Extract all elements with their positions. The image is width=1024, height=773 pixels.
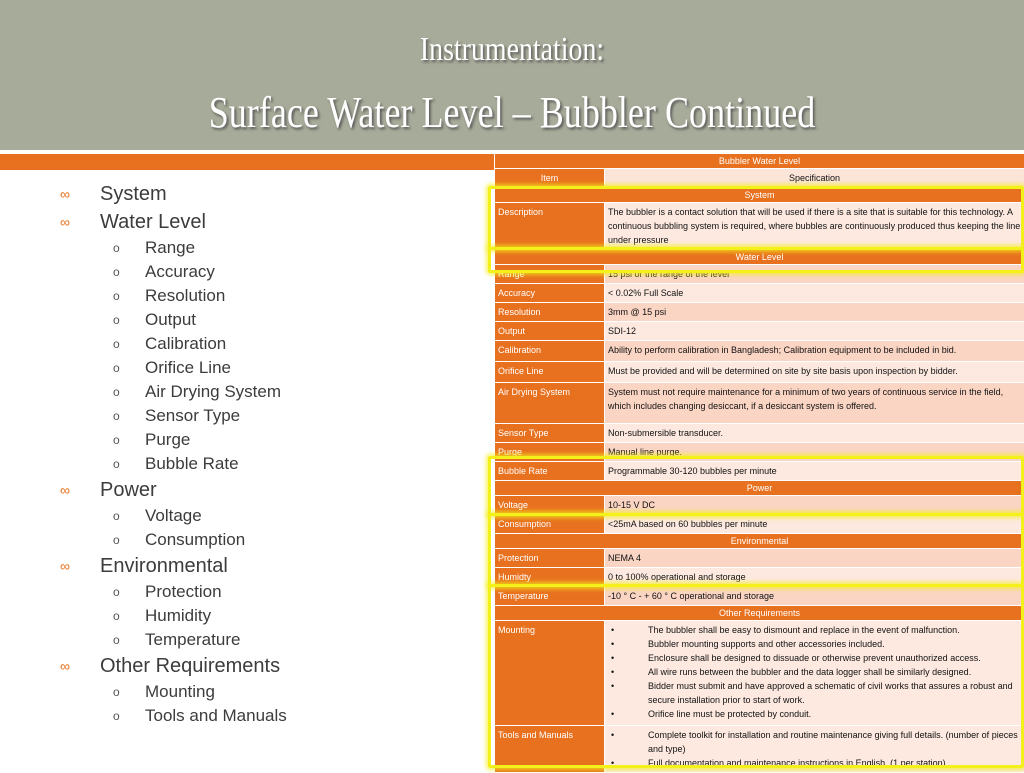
sub-bullet-marker-icon: o — [113, 604, 120, 628]
sub-bullet: o Mounting — [60, 680, 480, 704]
sub-bullet-marker-icon: o — [113, 680, 120, 704]
row-value: <25mA based on 60 bubbles per minute — [605, 515, 1024, 534]
sub-bullet-marker-icon: o — [113, 356, 120, 380]
row-label: Range — [495, 265, 605, 284]
row-value: System must not require maintenance for a minimum of two years of continuous service in the field, which includes changing desiccant, if a desiccant system is offered. — [605, 383, 1024, 424]
spec-table — [494, 153, 1024, 773]
column-header-item: Item — [495, 169, 605, 188]
sub-bullet: o Humidity — [60, 604, 480, 628]
table-row — [495, 341, 1024, 362]
row-label: Air Drying System — [495, 383, 605, 424]
bullet-system: ∞ System — [60, 180, 480, 208]
row-label: Output — [495, 322, 605, 341]
sub-bullet: o Orifice Line — [60, 356, 480, 380]
list-item: • Bubbler mounting supports and other accessories included. — [608, 637, 1021, 651]
table-row — [495, 568, 1024, 587]
sub-bullet: o Consumption — [60, 528, 480, 552]
list-item: • Full documentation and maintenance instructions in English. (1 per station) — [608, 756, 1021, 770]
row-value: Must be provided and will be determined on site by site basis upon inspection by bidder. — [605, 362, 1024, 383]
row-value: 0 to 100% operational and storage — [605, 568, 1024, 587]
table-row — [495, 515, 1024, 534]
table-row — [495, 496, 1024, 515]
table-row — [495, 443, 1024, 462]
table-caption: Bubbler Water Level — [495, 154, 1024, 169]
section-header-power: Power — [495, 481, 1024, 496]
sub-bullet-marker-icon: o — [113, 308, 120, 332]
row-value: 10-15 V DC — [605, 496, 1024, 515]
row-label: Purge — [495, 443, 605, 462]
tools-list — [608, 728, 1021, 770]
row-value: 15 psi or the range of the level — [605, 265, 1024, 284]
column-header-spec: Specification — [605, 169, 1024, 188]
bullet-environmental: ∞ Environmental — [60, 552, 480, 580]
row-label: Resolution — [495, 303, 605, 322]
table-row — [495, 303, 1024, 322]
spec-table-container — [494, 153, 1024, 773]
bullet-power: ∞ Power — [60, 476, 480, 504]
row-label: Mounting — [495, 621, 605, 726]
title-banner — [0, 0, 1024, 150]
row-value: Manual line purge. — [605, 443, 1024, 462]
bullet-marker-icon: ∞ — [60, 652, 70, 680]
row-value: Programmable 30-120 bubbles per minute — [605, 462, 1024, 481]
row-label: Sensor Type — [495, 424, 605, 443]
table-row — [495, 322, 1024, 341]
sub-bullet: o Output — [60, 308, 480, 332]
row-value — [605, 726, 1024, 773]
bullet-other-requirements: ∞ Other Requirements — [60, 652, 480, 680]
sub-bullet-marker-icon: o — [113, 260, 120, 284]
bullet-marker-icon: ∞ — [60, 180, 70, 208]
row-value: NEMA 4 — [605, 549, 1024, 568]
row-label: Orifice Line — [495, 362, 605, 383]
bullet-marker-icon: ∞ — [60, 476, 70, 504]
table-row — [495, 265, 1024, 284]
sub-bullet: o Air Drying System — [60, 380, 480, 404]
list-item: • Bidder must submit and have approved a schematic of civil works that assures a robust and secure installation prior to start of work. — [608, 679, 1021, 707]
row-label: Tools and Manuals — [495, 726, 605, 773]
sub-bullet-marker-icon: o — [113, 236, 120, 260]
table-row — [495, 726, 1024, 773]
row-value: Ability to perform calibration in Bangladesh; Calibration equipment to be included in bid. — [605, 341, 1024, 362]
sub-bullet-marker-icon: o — [113, 504, 120, 528]
sub-bullet: o Resolution — [60, 284, 480, 308]
sub-bullet: o Protection — [60, 580, 480, 604]
row-label: Protection — [495, 549, 605, 568]
list-item: • Orifice line must be protected by conduit. — [608, 707, 1021, 721]
row-value: -10 ° C - + 60 ° C operational and storage — [605, 587, 1024, 606]
sub-bullet: o Voltage — [60, 504, 480, 528]
sub-bullet: o Tools and Manuals — [60, 704, 480, 728]
row-label: Voltage — [495, 496, 605, 515]
row-label: Calibration — [495, 341, 605, 362]
table-row — [495, 284, 1024, 303]
sub-bullet-marker-icon: o — [113, 428, 120, 452]
bullet-marker-icon: ∞ — [60, 208, 70, 236]
row-label: Bubble Rate — [495, 462, 605, 481]
table-row — [495, 549, 1024, 568]
sub-bullet-marker-icon: o — [113, 704, 120, 728]
sub-bullet: o Range — [60, 236, 480, 260]
sub-bullet-marker-icon: o — [113, 332, 120, 356]
list-item: • All wire runs between the bubbler and the data logger shall be similarly designed. — [608, 665, 1021, 679]
bullet-marker-icon: ∞ — [60, 552, 70, 580]
table-row — [495, 462, 1024, 481]
sub-bullet: o Sensor Type — [60, 404, 480, 428]
table-row — [495, 621, 1024, 726]
sub-bullet-marker-icon: o — [113, 380, 120, 404]
list-item: • The bubbler shall be easy to dismount and replace in the event of malfunction. — [608, 623, 1021, 637]
section-header-environmental: Environmental — [495, 534, 1024, 549]
slide-title-line1: Instrumentation: — [92, 30, 932, 70]
sub-bullet-marker-icon: o — [113, 452, 120, 476]
slide-title-line2: Surface Water Level – Bubbler Continued — [92, 88, 932, 138]
mounting-list — [608, 623, 1021, 721]
sub-bullet-marker-icon: o — [113, 404, 120, 428]
row-label: Humidty — [495, 568, 605, 587]
row-value: Non-submersible transducer. — [605, 424, 1024, 443]
row-label: Accuracy — [495, 284, 605, 303]
bullet-water-level: ∞ Water Level — [60, 208, 480, 236]
table-row — [495, 383, 1024, 424]
table-row — [495, 362, 1024, 383]
row-value — [605, 621, 1024, 726]
sub-bullet-marker-icon: o — [113, 284, 120, 308]
sub-bullet: o Calibration — [60, 332, 480, 356]
row-label: Temperature — [495, 587, 605, 606]
sub-bullet-marker-icon: o — [113, 580, 120, 604]
row-label: Description — [495, 203, 605, 250]
sub-bullet-marker-icon: o — [113, 628, 120, 652]
row-value: SDI-12 — [605, 322, 1024, 341]
section-header-other: Other Requirements — [495, 606, 1024, 621]
list-item: • Complete toolkit for installation and routine maintenance giving full details. (number of pieces and type) — [608, 728, 1021, 756]
bullet-list — [60, 180, 480, 728]
sub-bullet: o Bubble Rate — [60, 452, 480, 476]
sub-bullet: o Accuracy — [60, 260, 480, 284]
row-value: 3mm @ 15 psi — [605, 303, 1024, 322]
row-value: The bubbler is a contact solution that will be used if there is a site that is suitable for this technology. A continuous bubbling system is required, where bubbles are continuously produced thus keeping the line under pressure — [605, 203, 1024, 250]
sub-bullet: o Purge — [60, 428, 480, 452]
row-label: Consumption — [495, 515, 605, 534]
table-row — [495, 203, 1024, 250]
section-header-system: System — [495, 188, 1024, 203]
sub-bullet-marker-icon: o — [113, 528, 120, 552]
row-value: < 0.02% Full Scale — [605, 284, 1024, 303]
table-row — [495, 424, 1024, 443]
sub-bullet: o Temperature — [60, 628, 480, 652]
section-header-water-level: Water Level — [495, 250, 1024, 265]
list-item: • Enclosure shall be designed to dissuade or otherwise prevent unauthorized access. — [608, 651, 1021, 665]
table-row — [495, 587, 1024, 606]
